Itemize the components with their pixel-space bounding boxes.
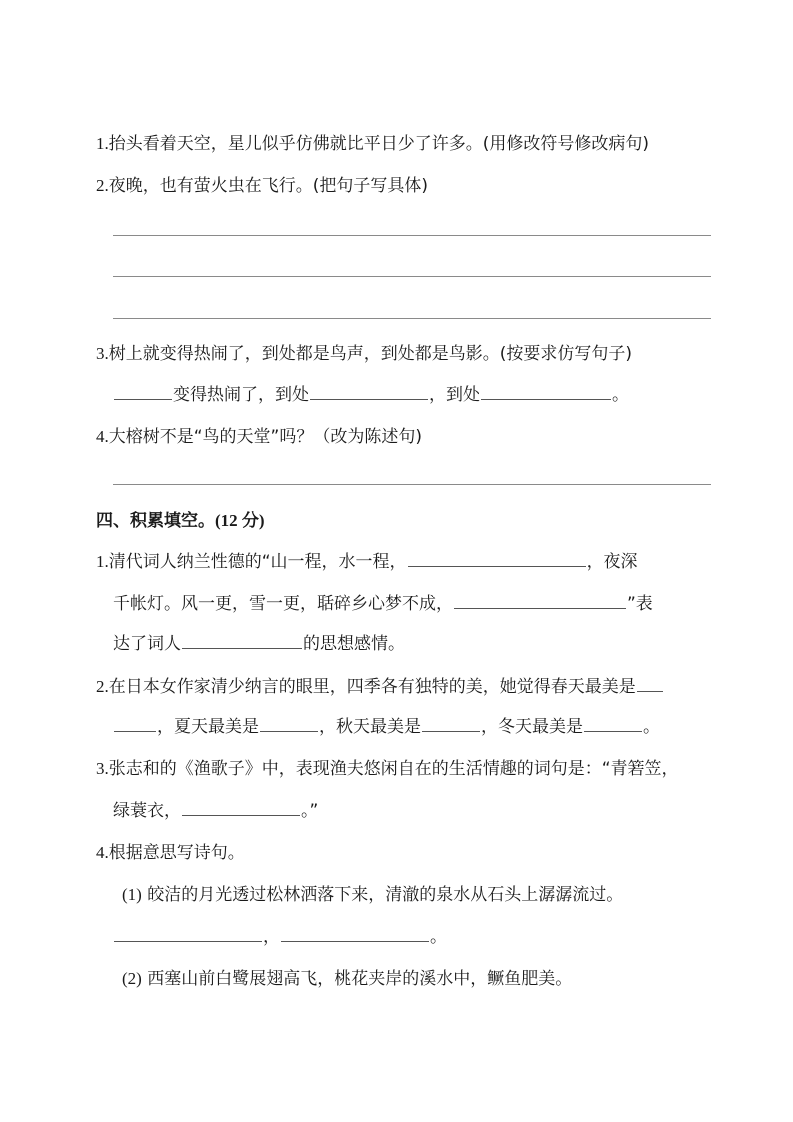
question-text: ，夏天最美是 [157, 717, 259, 737]
question-number: 3. [96, 759, 109, 778]
question-text: 达了词人 [113, 634, 181, 654]
sub-question-text: 皎洁的月光透过松林洒落下来，清澈的泉水从石头上潺潺流过。 [147, 885, 624, 905]
question-text: 张志和的《渔歌子》中，表现渔夫悠闲自在的生活情趣的词句是：“青箬笠， [108, 759, 679, 779]
fill-blank[interactable] [182, 633, 302, 649]
question-3-1 [96, 133, 649, 155]
question-text: 。 [643, 717, 660, 737]
question-4-1-line3 [113, 633, 405, 655]
question-text: 夜晚，也有萤火虫在飞行。 [108, 176, 313, 196]
question-number: 3. [96, 344, 109, 363]
section-title: 四、积累填空。 [96, 511, 215, 531]
template-text: 。 [612, 385, 629, 405]
question-text: 抬头看着天空，星儿似乎仿佛就比平日少了许多。 [108, 134, 483, 154]
fill-blank-winter[interactable] [584, 716, 642, 732]
question-4-3-line1 [96, 758, 679, 780]
fill-blank-summer[interactable] [260, 716, 318, 732]
template-text: ，到处 [429, 385, 480, 405]
question-text: ，冬天最美是 [481, 717, 583, 737]
section-score: (12 分) [215, 511, 265, 530]
question-text: ，夜深 [586, 552, 638, 572]
question-text: 在日本女作家清少纳言的眼里，四季各有独特的美，她觉得春天最美是 [108, 677, 636, 697]
question-3-3-template [113, 384, 629, 406]
fill-blank[interactable] [454, 593, 626, 609]
fill-blank[interactable] [408, 551, 586, 567]
answer-line[interactable] [113, 235, 711, 236]
question-4-2-line1 [96, 676, 664, 698]
section-heading [96, 510, 265, 532]
fill-blank-spring[interactable] [637, 676, 663, 692]
question-4-4-sub2 [122, 968, 572, 990]
sub-question-label: (1) [122, 885, 142, 904]
question-number: 1. [96, 134, 109, 153]
question-3-3 [96, 343, 632, 365]
fill-blank[interactable] [310, 384, 428, 400]
question-text: 树上就变得热闹了，到处都是鸟声，到处都是鸟影。 [108, 344, 500, 364]
fill-blank[interactable] [481, 384, 611, 400]
question-number: 2. [96, 677, 109, 696]
question-number: 2. [96, 176, 109, 195]
question-4-1-line2 [113, 593, 653, 615]
question-4-4-sub1-answer [113, 926, 447, 948]
question-4-4 [96, 842, 245, 864]
question-text: 大榕树不是“鸟的天堂”吗？ [108, 427, 314, 447]
question-text: ，秋天最美是 [319, 717, 421, 737]
question-text: 千帐灯。风一更，雪一更，聒碎乡心梦不成， [113, 594, 453, 614]
sub-question-text: 西塞山前白鹭展翅高飞，桃花夹岸的溪水中，鳜鱼肥美。 [147, 969, 573, 989]
question-4-1-line1 [96, 551, 638, 573]
question-instruction: (用修改符号修改病句) [482, 134, 650, 154]
question-text: 绿蓑衣， [113, 801, 181, 821]
fill-blank[interactable] [182, 800, 300, 816]
question-text: 清代词人纳兰性德的“山一程，水一程， [108, 552, 407, 572]
question-text: 。” [301, 801, 319, 821]
fill-blank[interactable] [281, 926, 429, 942]
fill-blank-spring-cont[interactable] [114, 716, 156, 732]
question-text: 根据意思写诗句。 [108, 843, 245, 863]
fill-blank[interactable] [114, 384, 172, 400]
question-number: 4. [96, 427, 109, 446]
question-number: 1. [96, 552, 109, 571]
fill-blank[interactable] [114, 926, 262, 942]
question-instruction: （改为陈述句) [313, 427, 423, 447]
answer-line[interactable] [113, 484, 711, 485]
question-instruction: (把句子写具体) [312, 176, 429, 196]
question-text: 的思想感情。 [303, 634, 405, 654]
separator-text: 。 [430, 927, 447, 947]
separator-text: ， [263, 927, 280, 947]
answer-line[interactable] [113, 318, 711, 319]
fill-blank-autumn[interactable] [422, 716, 480, 732]
question-4-3-line2 [113, 800, 318, 822]
question-3-4 [96, 426, 422, 448]
template-text: 变得热闹了，到处 [173, 385, 309, 405]
question-number: 4. [96, 843, 109, 862]
question-text: ”表 [627, 594, 653, 614]
question-4-2-line2 [113, 716, 660, 738]
question-4-4-sub1 [122, 884, 623, 906]
question-3-2 [96, 175, 428, 197]
answer-line[interactable] [113, 276, 711, 277]
sub-question-label: (2) [122, 969, 142, 988]
question-instruction: (按要求仿写句子) [499, 344, 633, 364]
